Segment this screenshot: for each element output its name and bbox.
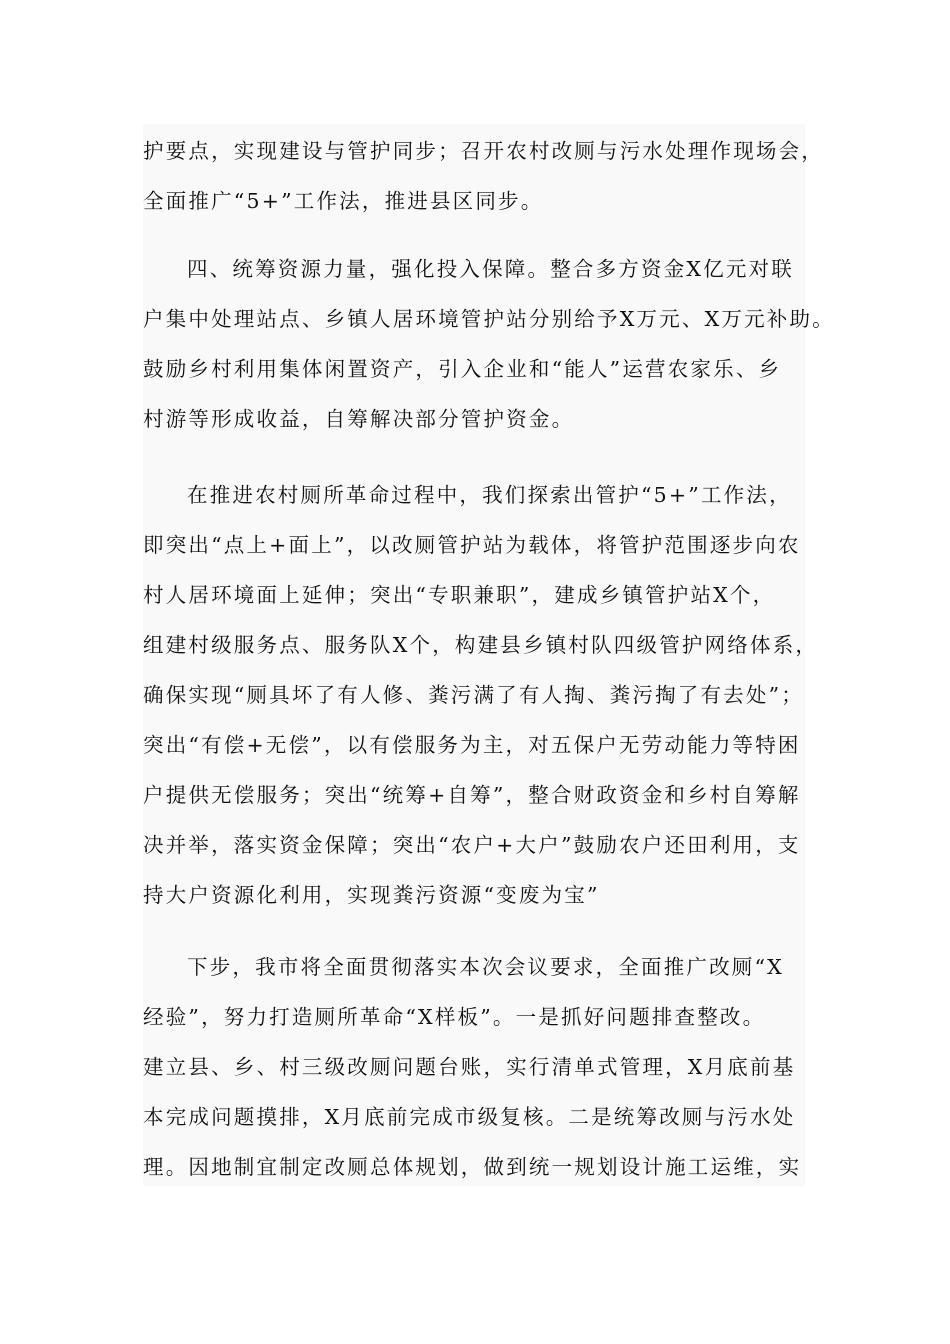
text-line: 经验”，努力打造厕所革命“X样板”。一是抓好问题排查整改。	[143, 1005, 766, 1029]
text-line: 决并举，落实资金保障；突出“农户+大户”鼓励农户还田利用，支	[143, 833, 801, 857]
text-line: 户提供无偿服务；突出“统筹+自筹”，整合财政资金和乡村自筹解	[143, 783, 801, 807]
text-line: 组建村级服务点、服务队X个，构建县乡镇村队四级管护网络体系，	[143, 633, 819, 657]
paragraph-2	[143, 244, 835, 444]
document-body	[143, 124, 835, 1186]
paragraph-4	[143, 942, 805, 1192]
text-line: 村人居环境面上延伸；突出“专职兼职”，建成乡镇管护站X个，	[143, 583, 776, 607]
text-line: 持大户资源化利用，实现粪污资源“变废为宝”	[143, 883, 600, 907]
text-line: 户集中处理站点、乡镇人居环境管护站分别给予X万元、X万元补助。	[143, 307, 835, 331]
text-line: 下步，我市将全面贯彻落实本次会议要求，全面推广改厕“X	[187, 955, 784, 979]
text-line: 理。因地制宜制定改厕总体规划，做到统一规划设计施工运维，实	[143, 1155, 802, 1179]
text-line: 全面推广“5+”工作法，推进县区同步。	[143, 189, 544, 213]
text-line: 确保实现“厕具坏了有人修、粪污满了有人掏、粪污掏了有去处”；	[143, 683, 804, 707]
text-line: 即突出“点上+面上”，以改厕管护站为载体，将管护范围逐步向农	[143, 533, 801, 557]
paragraph-1	[143, 126, 824, 226]
text-line: 建立县、乡、村三级改厕问题台账，实行清单式管理，X月底前基	[143, 1055, 796, 1079]
text-line: 护要点，实现建设与管护同步；召开农村改厕与污水处理作现场会，	[143, 139, 824, 163]
paragraph-3	[143, 470, 819, 920]
text-line: 本完成问题摸排，X月底前完成市级复核。二是统筹改厕与污水处	[143, 1105, 796, 1129]
text-line: 鼓励乡村利用集体闲置资产，引入企业和“能人”运营农家乐、乡	[143, 357, 782, 381]
text-line: 村游等形成收益，自筹解决部分管护资金。	[143, 407, 575, 431]
text-line: 四、统筹资源力量，强化投入保障。整合多方资金X亿元对联	[187, 257, 794, 281]
text-line: 突出“有偿+无偿”，以有偿服务为主，对五保户无劳动能力等特困	[143, 733, 801, 757]
text-line: 在推进农村厕所革命过程中，我们探索出管护“5+”工作法，	[187, 483, 792, 507]
